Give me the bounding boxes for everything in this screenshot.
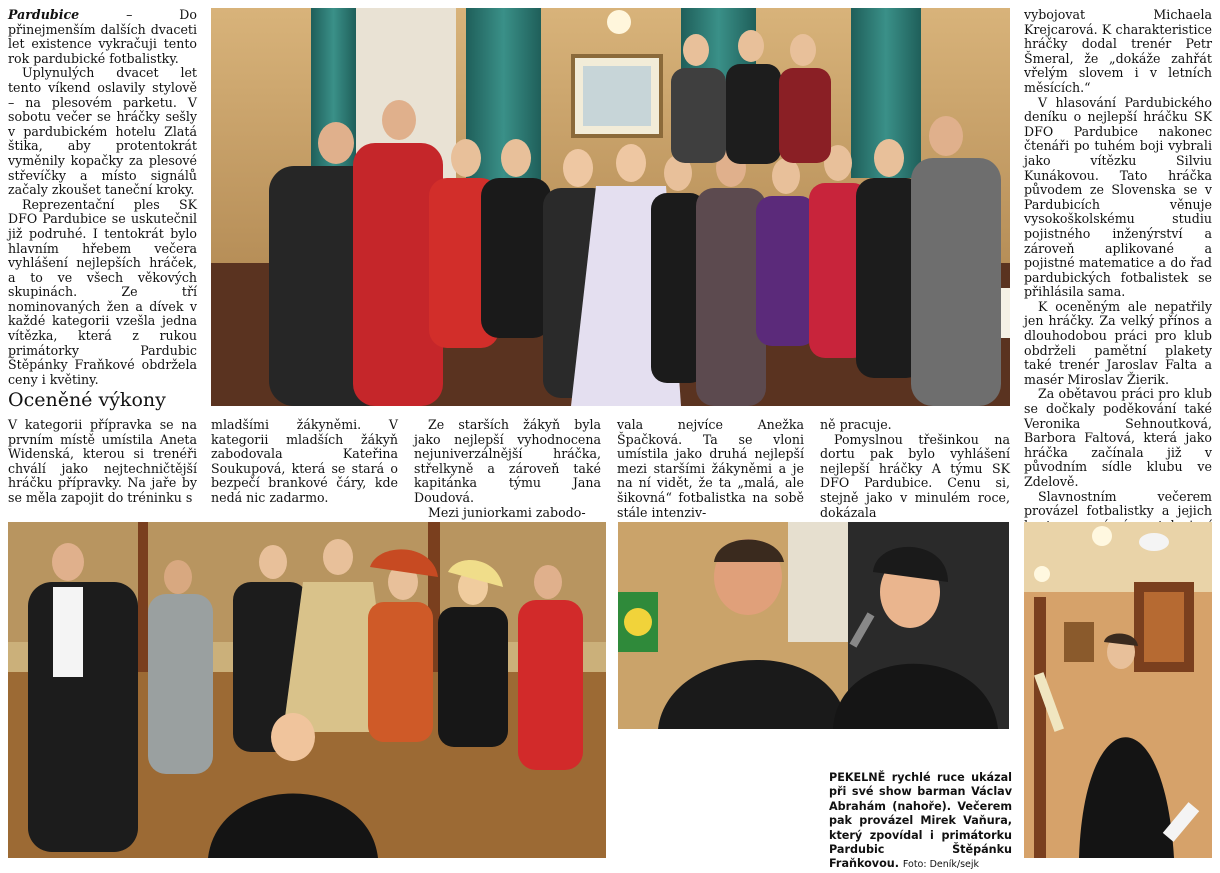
article-column-1 [8,8,197,387]
paragraph: Uplynulých dvacet let tento víkend oslavily stylově – na plesovém parketu. V sobotu večer se hráčky sešly v pardubickém hotelu Zlatá štika, aby protentokrát vyměnily kopačky za plesové střevíčky a místo signálů začaly zkoušet taneční kroky. [8,65,197,198]
paragraph: Mezi juniorkami zabodo- [428,504,586,520]
paragraph: Slavnostním večerem provázel fotbalistky a jejich [1024,488,1212,519]
barman-photo [1024,522,1212,858]
paragraph: V kategorii přípravka se na prvním místě umístila Aneta Widenská, kterou si trenéři chválí jako nejtechničtější hráčku přípravky. Na jaře by se měla zapojit do tréninku s [8,417,197,505]
caption-text: rychlé ruce ukázal při své show barman Václav Abrahám (nahoře). Večerem pak provázel Mirek Vaňura, který zpovídal i primátorku Pardubic Štěpánku Fraňkovou. [829,771,1012,871]
subheading: Oceněné výkony [8,389,166,411]
paragraph: Za obětavou práci pro klub se dočkaly poděkování také Veronika Sehnoutková, Barbora Faltová, která jako hráčka začínala již v původním sídle klubu ve Zdelově. [1024,386,1212,489]
paragraph: mladšími žákyněmi. V kategorii mladších žákyň zabodovala Kateřina Soukupová, která se stará o bezpečí brankové čáry, kde nedá nic zadarmo. [211,417,398,505]
group-photo [211,8,1010,406]
article-column-6 [1024,8,1212,548]
paragraph: Pomyslnou třešinkou na dortu pak bylo vyhlášení nejlepší hráčky A týmu SK DFO Pardubice. Cenu si, stejně jako v minulém roce, dokázala [820,431,1010,520]
intro-paragraph: Pardubice – Do přinejmenším dalších dvaceti let existence vykračuji tento rok pardubické fotbalistky. [8,7,197,66]
paragraph: vybojovat Michaela Krejcarová. K charakteristice hráčky dodal trenér Petr Šmeral, že „dokáže zahřát vřelým slovem i v letních měsících.“ [1024,7,1212,95]
caption-lead: PEKELNĚ [829,771,886,784]
dateline: Pardubice [8,7,80,22]
article-column-1b [8,418,197,506]
article-column-5 [820,418,1010,520]
article-column-4 [617,418,804,520]
photo-credit: Foto: Deník/sejk [902,859,980,871]
article-column-3 [414,418,601,520]
photo-caption [829,771,1012,873]
paragraph: vala nejvíce Anežka Špačková. Ta se vloni umístila jako druhá nejlepší mezi staršími žákyněmi a je na ní vidět, že ta „malá, ale šikovná“ fotbalistka na sobě stále intenziv- [617,417,804,520]
paragraph: Ze starších žákyň byla jako nejlepší vyhodnocena nejuniverzálnější hráčka, střelkyně a zároveň také kapitánka týmu Jana Doudová. [414,417,601,505]
dance-photo [8,522,606,858]
paragraph: K oceněným ale nepatřily jen hráčky. Za velký přínos a dlouhodobou práci pro klub obdrželi pamětní plakety také trenér Jaroslav Falta a masér Miroslav Žierik. [1024,298,1212,387]
paragraph: Reprezentační ples SK DFO Pardubice se uskutečnil již podruhé. I tentokrát bylo hlavním hřebem večera vyhlášení nejlepších hráček, a to ve všech věkových skupinách. Ze tří nominovaných žen a dívek v každé kategorii vzešla jedna vítězka, která z rukou primátorky Pardubic Štěpánky Fraňkové obdržela ceny i květiny. [8,196,197,387]
interview-photo [618,522,1009,729]
article-column-2 [211,418,398,506]
paragraph: ně pracuje. [820,417,892,432]
paragraph: V hlasování Pardubického deníku o nejlepší hráčku SK DFO Pardubice nakonec čtenáři po tuhém boji vybrali jako vítězku Silviu Kunákovou. Tato hráčka původem ze Slovenska se v Pardubicích věnuje vysokoškolskému studiu pojistného inženýrství a zároveň aplikované a pojistné matematice a do řad pardubických fotbalistek se přihlásila sama. [1024,94,1212,300]
